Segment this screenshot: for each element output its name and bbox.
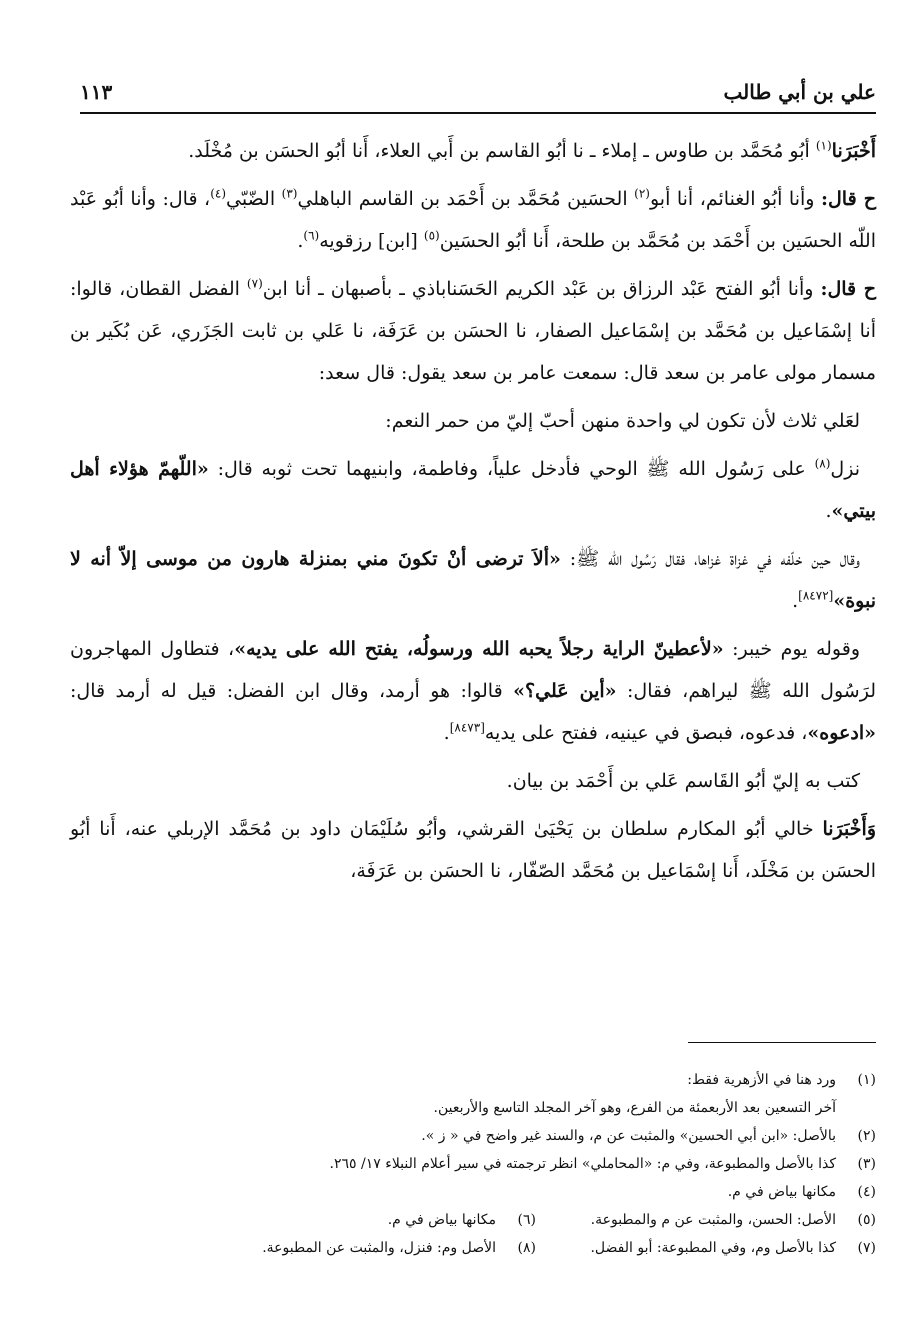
footnote-number: (٨) [517,1240,536,1256]
paragraph-3 [70,268,876,394]
paragraph-2-text-5: [ابن] رزقويه [319,230,424,252]
footnote-8 [196,1234,536,1262]
footnote-ref-1: (١) [815,138,832,153]
paragraph-4 [70,400,876,442]
hadith-quote: «أين عَلي؟» [513,680,617,702]
paragraph-6-text-2: . [792,590,799,612]
hadith-quote: «ألاَ ترضى أنْ تكونَ مني بمنزلة هارون من موسى إلاّ أنه لا نبوة» [70,548,876,612]
footnote-text: مكانها بياض في م. [387,1212,496,1228]
footnote-text: مكانها بياض في م. [727,1184,836,1200]
paragraph-3-text-2: الفضل القطان، قالوا: أنا إسْمَاعيل بن مُحَمَّد بن إسْمَاعيل الصفار، نا الحسَن بن عَرَفَة، نا عَلي بن ثابت الجَزَري، عَن بُكَير بن مسمار مولى عامر بن سعد قال: سمعت عامر بن سعد يقول: قال سعد: [70,278,876,384]
paragraph-7-text-2: ، فتطاول المهاجرون لرَسُول الله ﷺ ليراهم، فقال: [70,638,876,702]
paragraph-1 [70,130,876,172]
paragraph-2-text-1: وأنا أبُو الغنائم، أنا أبو [649,188,821,210]
footnote-row-5-6 [70,1206,876,1234]
paragraph-6-text-1: وقال حين خلّفه في غزاة غزاها، فقال رَسُول الله ﷺ: [560,548,860,570]
hadith-quote: «لأعطينّ الراية رجلاً يحبه الله ورسولُه، يفتح الله على يديه» [234,638,724,660]
paragraph-5-text-2: على رَسُول الله ﷺ الوحي فأدخل علياً، وفاطمة، وابنيهما تحت ثوبه قال: [208,458,815,480]
footnote-separator [688,1042,876,1043]
paragraph-7-text-5: . [443,722,450,744]
paragraph-7-text-4: ، فدعوه، فبصق في عينيه، ففتح على يديه [484,722,808,744]
paragraph-1-text: أبُو مُحَمَّد بن طاوس ـ إملاء ـ نا أبُو القاسم بن أَبي العلاء، أَنا أبُو الحسَن بن مُخْلَد. [188,140,816,162]
running-title: علي بن أبي طالب [723,80,876,104]
paragraph-8-text: كتب به إليّ أبُو القَاسم عَلي بن أَحْمَد بن بيان. [506,770,860,792]
paragraph-2 [70,178,876,262]
footnote-number: (٣) [857,1156,876,1172]
footnote-4 [70,1178,876,1206]
akhbarana-keyword: أَخْبَرَنا [831,140,876,162]
footnote-1 [70,1066,876,1094]
footnote-ref-3: (٣) [281,186,298,201]
footnote-text: الأصل: الحسن، والمثبت عن م والمطبوعة. [590,1212,836,1228]
footnote-ref-5: (٥) [423,228,440,243]
ha-qala-keyword: ح قال: [820,188,877,210]
footnote-text: الأصل وم: فنزل، والمثبت عن المطبوعة. [262,1240,496,1256]
hadith-quote: «اللّهمّ هؤلاء أهل بيتي» [70,458,876,522]
paragraph-3-text-1: وأنا أبُو الفتح عَبْد الرزاق بن عَبْد الكريم الحَسَناباذي ـ بأصبهان ـ أنا ابن [262,278,821,300]
header-rule [80,112,876,114]
paragraph-2-text-2: الحسَين مُحَمَّد بن أَحْمَد بن القاسم الباهلي [297,188,635,210]
wa-akhbarana-keyword: وَأَخْبَرَنا [822,818,876,840]
footnote-7 [536,1234,876,1262]
footnote-number: (٢) [857,1128,876,1144]
paragraph-5-text-3: . [825,500,832,522]
footnote-number: (٤) [857,1184,876,1200]
footnote-text: كذا بالأصل والمطبوعة، وفي م: «المحاملي» انظر ترجمته في سير أعلام النبلاء ١٧/ ٢٦٥. [329,1156,836,1172]
footnote-ref-2: (٢) [634,186,650,201]
paragraph-2-text-3: الضّبّي [226,188,282,210]
ha-qala-keyword: ح قال: [820,278,876,300]
hadith-quote: «ادعوه» [807,722,876,744]
paragraph-6 [70,538,876,622]
paragraph-9-text: خالي أبُو المكارم سلطان بن يَحْيَىٰ القرشي، وأبُو سُلَيْمَان داود بن مُحَمَّد الإربلي عنه، أَنا أبُو الحسَن بن مَخْلَد، أَنا إسْمَاعيل بن مُحَمَّد الصّفّار، نا الحسَن بن عَرَفَة، [70,818,876,882]
paragraph-5-text-1: نزل [830,458,860,480]
footnote-text: ورد هنا في الأزهرية فقط: [687,1072,836,1088]
hadith-number: [٨٤٧٣] [449,720,485,735]
main-text [70,130,876,898]
footnote-text: بالأصل: «ابن أبي الحسين» والمثبت عن م، والسند غير واضح في « ز ». [421,1128,836,1144]
footnote-2 [70,1122,876,1150]
paragraph-9 [70,808,876,892]
footnote-number: (١) [857,1072,876,1088]
footnote-ref-6: (٦) [303,228,320,243]
running-head [80,70,876,104]
footnote-number: (٧) [857,1240,876,1256]
page-number: ١١٣ [80,80,113,104]
footnote-6 [196,1206,536,1234]
footnotes [70,1066,876,1262]
footnote-text: كذا بالأصل وم، وفي المطبوعة: أبو الفضل. [590,1240,836,1256]
footnote-ref-7: (٧) [246,276,263,291]
paragraph-2-text-4: ، قال: وأنا أبُو عَبْد اللّه الحسَين بن أَحْمَد بن مُحَمَّد بن طلحة، أَنا أبُو الحسَين [70,188,876,252]
footnote-number: (٥) [857,1212,876,1228]
paragraph-2-text-6: . [297,230,304,252]
paragraph-7-text-3: قالوا: هو أرمد، وقال ابن الفضل: قيل له أرمد قال: [70,680,514,702]
paragraph-7-text-1: وقوله يوم خيبر: [723,638,860,660]
footnote-1-continuation: آخر التسعين بعد الأربعمئة من الفرع، وهو آخر المجلد التاسع والأربعين. [433,1100,836,1116]
paragraph-8 [70,760,876,802]
hadith-number: [٨٤٧٢] [798,588,834,603]
footnote-ref-4: (٤) [210,186,227,201]
paragraph-7 [70,628,876,754]
paragraph-5 [70,448,876,532]
footnote-ref-8: (٨) [814,456,831,471]
footnote-row-7-8 [70,1234,876,1262]
paragraph-4-text: لعَلي ثلاث لأن تكون لي واحدة منهن أحبّ إليّ من حمر النعم: [385,410,860,432]
footnote-5 [536,1206,876,1234]
footnote-3 [70,1150,876,1178]
footnote-number: (٦) [517,1212,536,1228]
